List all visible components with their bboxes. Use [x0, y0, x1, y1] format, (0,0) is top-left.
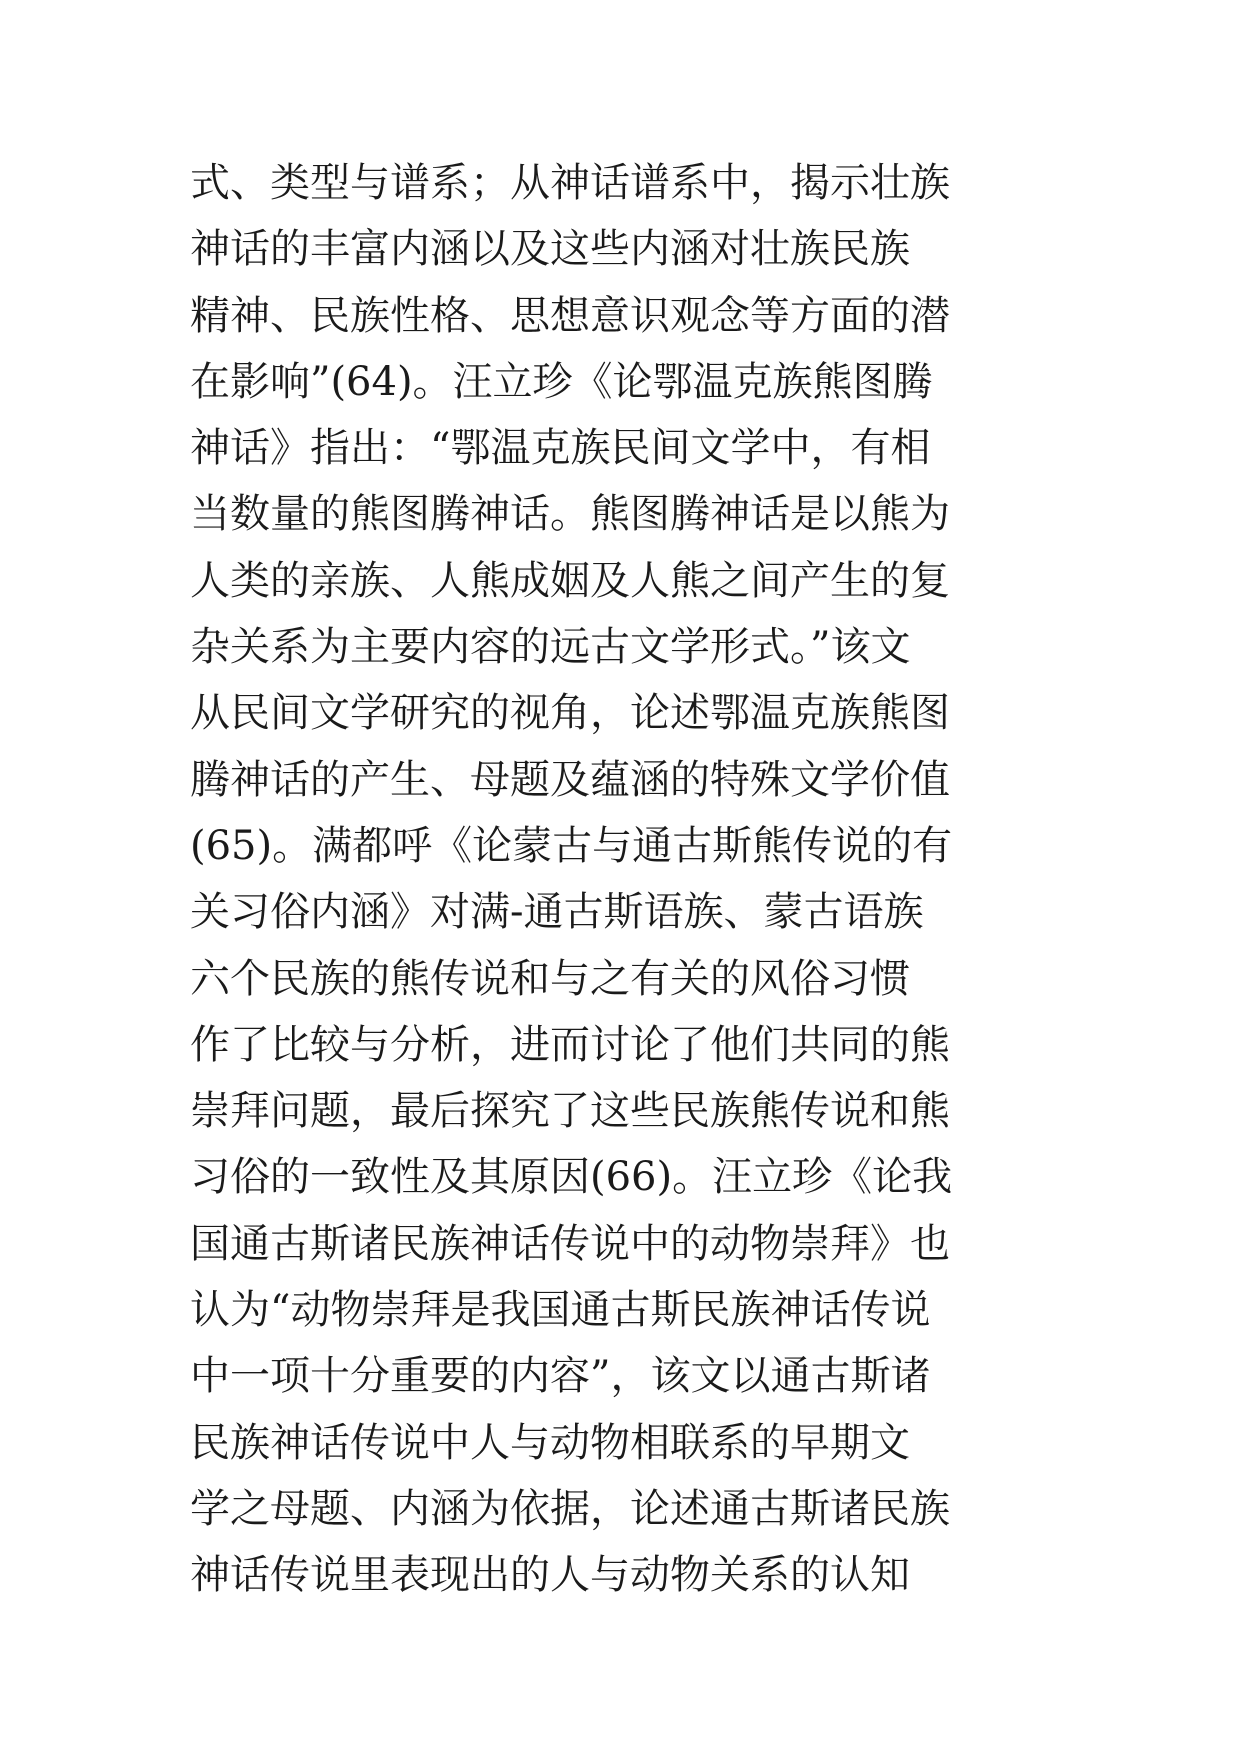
text-line: 崇拜问题，最后探究了这些民族熊传说和熊: [190, 1088, 950, 1135]
text-line: 精神、民族性格、思想意识观念等方面的潜: [190, 292, 950, 339]
text-line: 习俗的一致性及其原因(66)。汪立珍《论我: [190, 1154, 953, 1201]
text-line: 从民间文学研究的视角，论述鄂温克族熊图: [190, 690, 950, 737]
text-line: 神话的丰富内涵以及这些内涵对壮族民族: [190, 226, 910, 273]
text-line: 学之母题、内涵为依据，论述通古斯诸民族: [190, 1485, 950, 1532]
text-line: 杂关系为主要内容的远古文学形式。”该文: [190, 624, 911, 671]
text-line: 腾神话的产生、母题及蕴涵的特殊文学价值: [190, 756, 950, 803]
text-line: 民族神话传说中人与动物相联系的早期文: [190, 1419, 910, 1466]
text-line: 式、类型与谱系；从神话谱系中，揭示壮族: [190, 160, 950, 206]
text-line: (65)。满都呼《论蒙古与通古斯熊传说的有: [190, 822, 953, 869]
text-line: 关习俗内涵》对满-通古斯语族、蒙古语族: [190, 889, 924, 936]
body-text: [190, 150, 1070, 1609]
text-line: 作了比较与分析，进而讨论了他们共同的熊: [190, 1021, 950, 1068]
text-line: 国通古斯诸民族神话传说中的动物崇拜》也: [190, 1220, 950, 1267]
text-line: 中一项十分重要的内容”，该文以通古斯诸: [190, 1353, 931, 1400]
text-line: 神话传说里表现出的人与动物关系的认知: [190, 1552, 910, 1599]
text-line: 神话》指出：“鄂温克族民间文学中，有相: [190, 425, 931, 472]
text-line: 认为“动物崇拜是我国通古斯民族神话传说: [190, 1287, 931, 1334]
text-line: 人类的亲族、人熊成姻及人熊之间产生的复: [190, 557, 950, 604]
text-line: 在影响”(64)。汪立珍《论鄂温克族熊图腾: [190, 358, 933, 405]
text-line: 当数量的熊图腾神话。熊图腾神话是以熊为: [190, 491, 950, 538]
text-line: 六个民族的熊传说和与之有关的风俗习惯: [190, 955, 910, 1002]
